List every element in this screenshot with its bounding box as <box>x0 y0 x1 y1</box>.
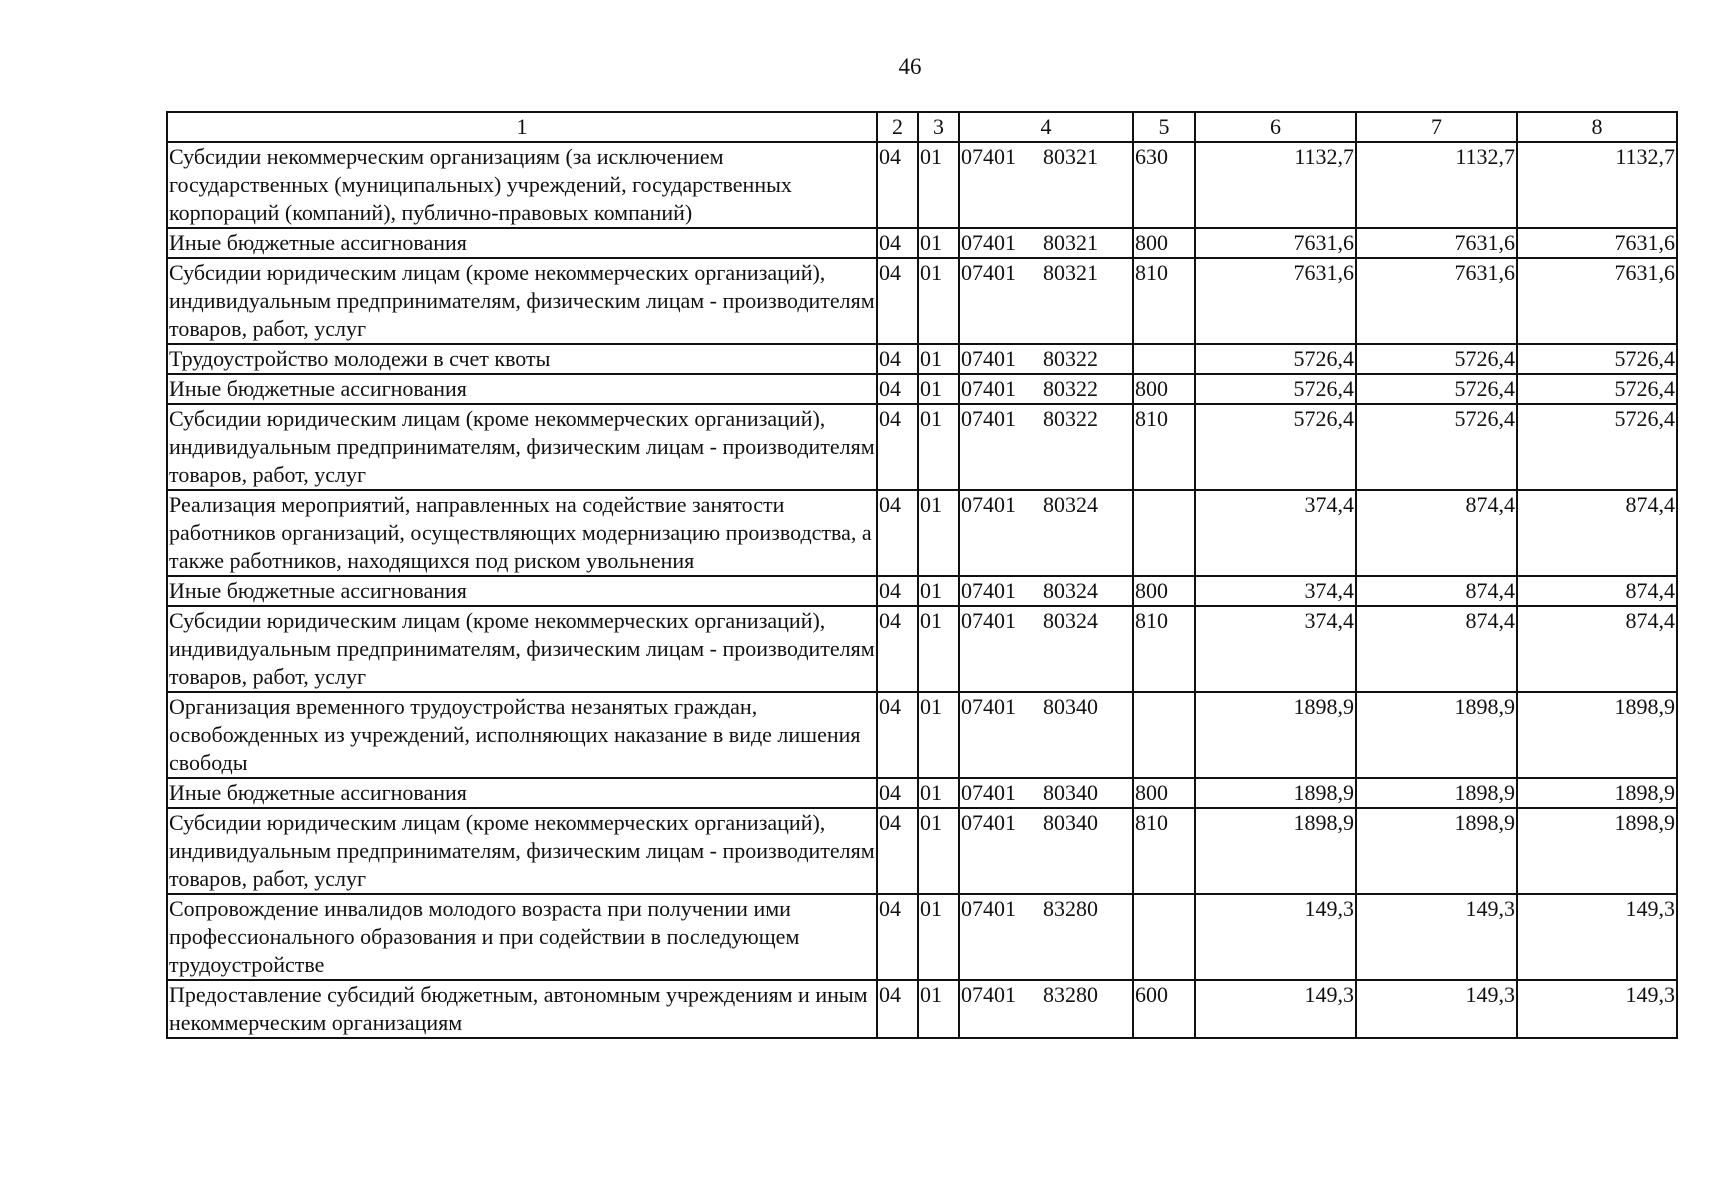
table-row <box>167 692 1677 778</box>
row-amount-col7: 5726,4 <box>1356 374 1517 404</box>
table-row <box>167 142 1677 228</box>
row-target-article <box>959 258 1133 344</box>
row-amount-col7: 1132,7 <box>1356 142 1517 228</box>
header-row <box>167 112 1677 142</box>
row-target-article-part2: 83280 <box>1043 896 1098 921</box>
row-amount-col7: 5726,4 <box>1356 344 1517 374</box>
row-name: Субсидии некоммерческим организациям (за исключением государственных (муниципальных) учреждений, государственных корпораций (компаний), публично-правовых компаний) <box>167 142 877 228</box>
row-target-article <box>959 228 1133 258</box>
row-name: Иные бюджетные ассигнования <box>167 228 877 258</box>
row-target-article-part2: 80340 <box>1043 694 1098 719</box>
row-amount-col6: 1898,9 <box>1195 692 1356 778</box>
row-target-article-part2: 80324 <box>1043 492 1098 517</box>
row-target-article-part1: 07401 <box>961 896 1016 921</box>
row-section-code: 04 <box>877 228 918 258</box>
header-col-8: 8 <box>1517 112 1677 142</box>
header-col-1: 1 <box>167 112 877 142</box>
row-expense-type <box>1133 490 1195 576</box>
row-target-article-part1: 07401 <box>961 694 1016 719</box>
row-subsection-code: 01 <box>918 228 959 258</box>
header-col-2: 2 <box>877 112 918 142</box>
row-amount-col7: 1898,9 <box>1356 808 1517 894</box>
row-section-code: 04 <box>877 404 918 490</box>
row-target-article-part1: 07401 <box>961 346 1016 371</box>
row-subsection-code: 01 <box>918 142 959 228</box>
table-row <box>167 490 1677 576</box>
row-target-article-part2: 80340 <box>1043 780 1098 805</box>
row-target-article <box>959 692 1133 778</box>
row-target-article-part1: 07401 <box>961 608 1016 633</box>
row-amount-col7: 7631,6 <box>1356 258 1517 344</box>
table-row <box>167 258 1677 344</box>
row-target-article <box>959 606 1133 692</box>
row-expense-type: 810 <box>1133 808 1195 894</box>
row-target-article-part2: 80321 <box>1043 260 1098 285</box>
row-expense-type: 810 <box>1133 258 1195 344</box>
row-subsection-code: 01 <box>918 778 959 808</box>
row-amount-col6: 374,4 <box>1195 576 1356 606</box>
row-target-article-part2: 80321 <box>1043 144 1098 169</box>
row-expense-type: 810 <box>1133 606 1195 692</box>
row-section-code: 04 <box>877 374 918 404</box>
row-target-article <box>959 576 1133 606</box>
row-expense-type: 800 <box>1133 576 1195 606</box>
row-target-article <box>959 142 1133 228</box>
row-target-article <box>959 778 1133 808</box>
row-target-article-part1: 07401 <box>961 810 1016 835</box>
table-row <box>167 980 1677 1038</box>
row-name: Субсидии юридическим лицам (кроме некоммерческих организаций), индивидуальным предпринимателям, физическим лицам - производителям товаров, работ, услуг <box>167 808 877 894</box>
row-amount-col6: 1898,9 <box>1195 778 1356 808</box>
row-expense-type <box>1133 344 1195 374</box>
row-name: Субсидии юридическим лицам (кроме некоммерческих организаций), индивидуальным предпринимателям, физическим лицам - производителям товаров, работ, услуг <box>167 404 877 490</box>
row-target-article-part2: 80324 <box>1043 608 1098 633</box>
row-target-article <box>959 344 1133 374</box>
row-amount-col6: 374,4 <box>1195 490 1356 576</box>
row-subsection-code: 01 <box>918 258 959 344</box>
header-col-5: 5 <box>1133 112 1195 142</box>
row-amount-col7: 874,4 <box>1356 576 1517 606</box>
row-amount-col6: 1132,7 <box>1195 142 1356 228</box>
row-target-article-part1: 07401 <box>961 376 1016 401</box>
row-amount-col7: 874,4 <box>1356 606 1517 692</box>
row-target-article-part1: 07401 <box>961 780 1016 805</box>
table-row <box>167 404 1677 490</box>
row-name: Иные бюджетные ассигнования <box>167 374 877 404</box>
row-amount-col6: 374,4 <box>1195 606 1356 692</box>
row-section-code: 04 <box>877 980 918 1038</box>
row-section-code: 04 <box>877 808 918 894</box>
row-expense-type: 810 <box>1133 404 1195 490</box>
row-target-article <box>959 980 1133 1038</box>
row-target-article-part2: 83280 <box>1043 982 1098 1007</box>
row-amount-col6: 5726,4 <box>1195 374 1356 404</box>
row-amount-col7: 1898,9 <box>1356 692 1517 778</box>
row-amount-col6: 1898,9 <box>1195 808 1356 894</box>
row-amount-col8: 1898,9 <box>1517 808 1677 894</box>
table-row <box>167 576 1677 606</box>
row-name: Предоставление субсидий бюджетным, автономным учреждениям и иным некоммерческим организациям <box>167 980 877 1038</box>
row-target-article-part2: 80321 <box>1043 230 1098 255</box>
row-target-article <box>959 894 1133 980</box>
row-amount-col8: 5726,4 <box>1517 374 1677 404</box>
row-expense-type: 800 <box>1133 374 1195 404</box>
header-col-4: 4 <box>959 112 1133 142</box>
row-target-article-part2: 80322 <box>1043 346 1098 371</box>
table-row <box>167 778 1677 808</box>
row-name: Субсидии юридическим лицам (кроме некоммерческих организаций), индивидуальным предпринимателям, физическим лицам - производителям товаров, работ, услуг <box>167 258 877 344</box>
row-subsection-code: 01 <box>918 894 959 980</box>
row-target-article-part1: 07401 <box>961 406 1016 431</box>
row-section-code: 04 <box>877 894 918 980</box>
table-row <box>167 808 1677 894</box>
table-row <box>167 374 1677 404</box>
row-amount-col7: 5726,4 <box>1356 404 1517 490</box>
row-subsection-code: 01 <box>918 692 959 778</box>
row-target-article-part1: 07401 <box>961 982 1016 1007</box>
row-target-article-part2: 80324 <box>1043 578 1098 603</box>
row-expense-type: 800 <box>1133 228 1195 258</box>
row-amount-col8: 7631,6 <box>1517 228 1677 258</box>
header-col-6: 6 <box>1195 112 1356 142</box>
row-amount-col8: 1898,9 <box>1517 692 1677 778</box>
row-subsection-code: 01 <box>918 808 959 894</box>
row-amount-col8: 1132,7 <box>1517 142 1677 228</box>
row-target-article <box>959 490 1133 576</box>
row-name: Трудоустройство молодежи в счет квоты <box>167 344 877 374</box>
row-amount-col8: 7631,6 <box>1517 258 1677 344</box>
row-section-code: 04 <box>877 258 918 344</box>
row-subsection-code: 01 <box>918 344 959 374</box>
row-section-code: 04 <box>877 692 918 778</box>
row-expense-type: 600 <box>1133 980 1195 1038</box>
row-amount-col7: 149,3 <box>1356 894 1517 980</box>
row-amount-col6: 149,3 <box>1195 980 1356 1038</box>
row-target-article-part2: 80340 <box>1043 810 1098 835</box>
row-target-article <box>959 404 1133 490</box>
row-section-code: 04 <box>877 778 918 808</box>
row-amount-col8: 874,4 <box>1517 490 1677 576</box>
row-amount-col8: 874,4 <box>1517 576 1677 606</box>
row-amount-col6: 5726,4 <box>1195 404 1356 490</box>
row-name: Иные бюджетные ассигнования <box>167 778 877 808</box>
header-col-7: 7 <box>1356 112 1517 142</box>
row-amount-col7: 1898,9 <box>1356 778 1517 808</box>
row-target-article-part1: 07401 <box>961 578 1016 603</box>
row-name: Организация временного трудоустройства незанятых граждан, освобожденных из учреждений, исполняющих наказание в виде лишения свободы <box>167 692 877 778</box>
row-amount-col6: 7631,6 <box>1195 258 1356 344</box>
row-amount-col8: 5726,4 <box>1517 344 1677 374</box>
row-target-article-part1: 07401 <box>961 230 1016 255</box>
row-name: Иные бюджетные ассигнования <box>167 576 877 606</box>
row-subsection-code: 01 <box>918 374 959 404</box>
row-amount-col6: 5726,4 <box>1195 344 1356 374</box>
row-section-code: 04 <box>877 606 918 692</box>
row-name: Сопровождение инвалидов молодого возраста при получении ими профессионального образования и при содействии в последующем трудоустройстве <box>167 894 877 980</box>
row-amount-col7: 149,3 <box>1356 980 1517 1038</box>
table-row <box>167 344 1677 374</box>
row-section-code: 04 <box>877 344 918 374</box>
row-target-article <box>959 374 1133 404</box>
row-amount-col8: 5726,4 <box>1517 404 1677 490</box>
row-name: Реализация мероприятий, направленных на содействие занятости работников организаций, осуществляющих модернизацию производства, а также работников, находящихся под риском увольнения <box>167 490 877 576</box>
row-section-code: 04 <box>877 142 918 228</box>
header-col-3: 3 <box>918 112 959 142</box>
row-subsection-code: 01 <box>918 490 959 576</box>
table-row <box>167 606 1677 692</box>
row-subsection-code: 01 <box>918 606 959 692</box>
row-amount-col8: 149,3 <box>1517 980 1677 1038</box>
row-target-article-part1: 07401 <box>961 260 1016 285</box>
table-row <box>167 894 1677 980</box>
row-subsection-code: 01 <box>918 980 959 1038</box>
row-expense-type: 800 <box>1133 778 1195 808</box>
row-subsection-code: 01 <box>918 404 959 490</box>
table-row <box>167 228 1677 258</box>
budget-table <box>166 111 1678 1039</box>
row-name: Субсидии юридическим лицам (кроме некоммерческих организаций), индивидуальным предпринимателям, физическим лицам - производителям товаров, работ, услуг <box>167 606 877 692</box>
row-amount-col8: 149,3 <box>1517 894 1677 980</box>
row-target-article-part1: 07401 <box>961 492 1016 517</box>
row-amount-col8: 874,4 <box>1517 606 1677 692</box>
row-target-article-part2: 80322 <box>1043 376 1098 401</box>
row-amount-col7: 7631,6 <box>1356 228 1517 258</box>
row-target-article <box>959 808 1133 894</box>
row-amount-col6: 7631,6 <box>1195 228 1356 258</box>
row-expense-type <box>1133 894 1195 980</box>
row-amount-col7: 874,4 <box>1356 490 1517 576</box>
row-amount-col6: 149,3 <box>1195 894 1356 980</box>
row-expense-type: 630 <box>1133 142 1195 228</box>
row-expense-type <box>1133 692 1195 778</box>
page-number: 46 <box>898 54 922 79</box>
row-section-code: 04 <box>877 576 918 606</box>
row-section-code: 04 <box>877 490 918 576</box>
row-subsection-code: 01 <box>918 576 959 606</box>
row-target-article-part2: 80322 <box>1043 406 1098 431</box>
row-target-article-part1: 07401 <box>961 144 1016 169</box>
row-amount-col8: 1898,9 <box>1517 778 1677 808</box>
